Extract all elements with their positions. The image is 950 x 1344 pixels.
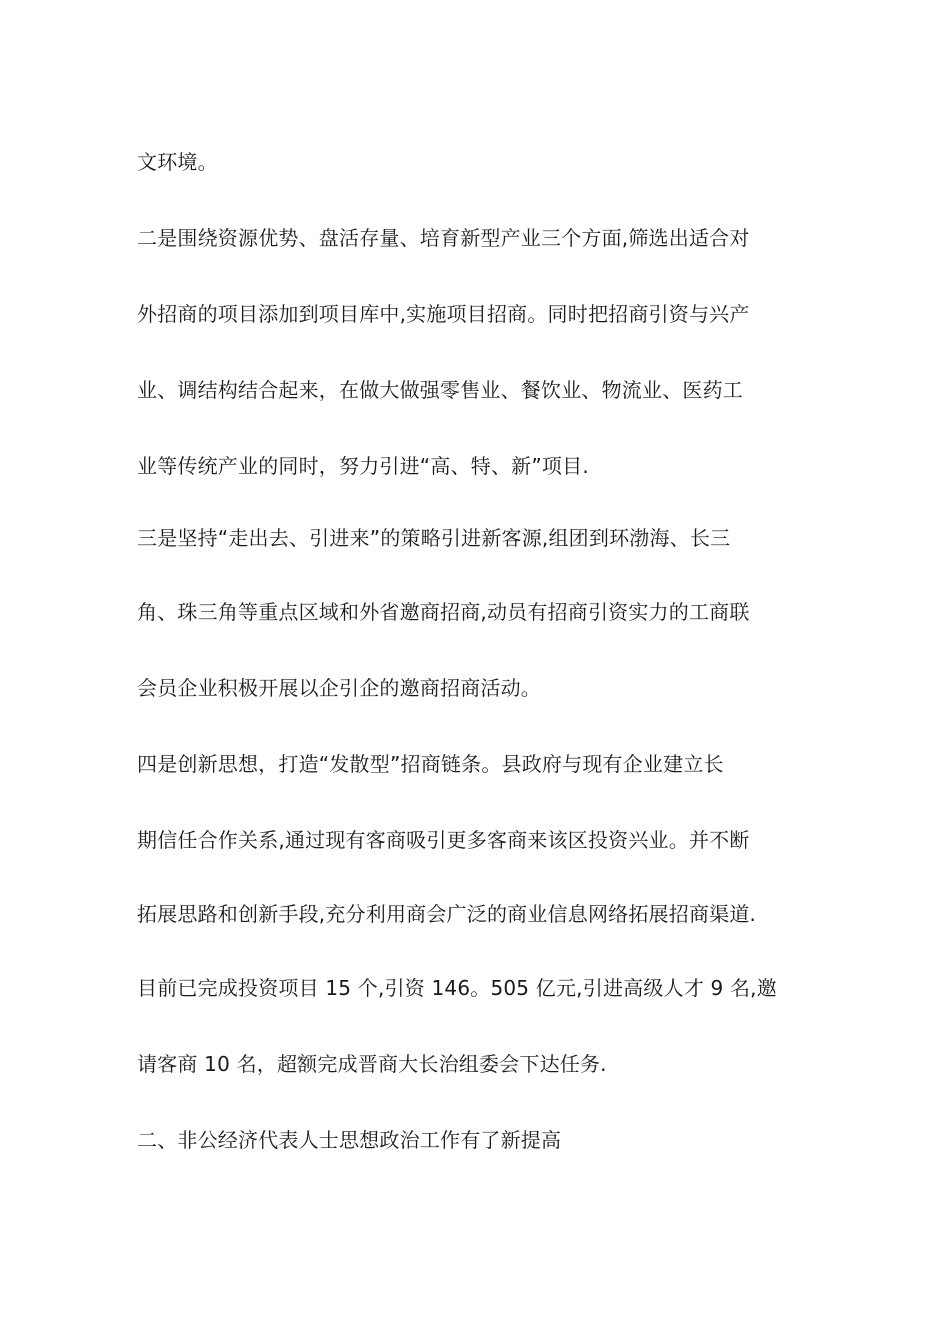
text-line: 文环境。 <box>137 150 218 174</box>
text-line: 三是坚持“走出去、引进来”的策略引进新客源,组团到环渤海、长三 <box>137 526 731 550</box>
text-line: 角、珠三角等重点区域和外省邀商招商,动员有招商引资实力的工商联 <box>137 600 750 624</box>
text-line: 请客商 10 名，超额完成晋商大长治组委会下达任务. <box>137 1052 607 1076</box>
text-line: 业、调结构结合起来，在做大做强零售业、餐饮业、物流业、医药工 <box>137 378 743 402</box>
text-line: 外招商的项目添加到项目库中,实施项目招商。同时把招商引资与兴产 <box>137 302 750 326</box>
text-line: 拓展思路和创新手段,充分利用商会广泛的商业信息网络拓展招商渠道. <box>137 902 757 926</box>
text-line: 目前已完成投资项目 15 个,引资 146。505 亿元,引进高级人才 9 名,邀 <box>137 976 777 1000</box>
text-line: 二是围绕资源优势、盘活存量、培育新型产业三个方面,筛选出适合对 <box>137 226 750 250</box>
text-line: 四是创新思想，打造“发散型”招商链条。县政府与现有企业建立长 <box>137 752 724 776</box>
section-heading: 二、非公经济代表人士思想政治工作有了新提高 <box>137 1128 562 1152</box>
text-line: 期信任合作关系,通过现有客商吸引更多客商来该区投资兴业。并不断 <box>137 828 750 852</box>
text-line: 业等传统产业的同时，努力引进“高、特、新”项目. <box>137 454 589 478</box>
text-line: 会员企业积极开展以企引企的邀商招商活动。 <box>137 676 541 700</box>
